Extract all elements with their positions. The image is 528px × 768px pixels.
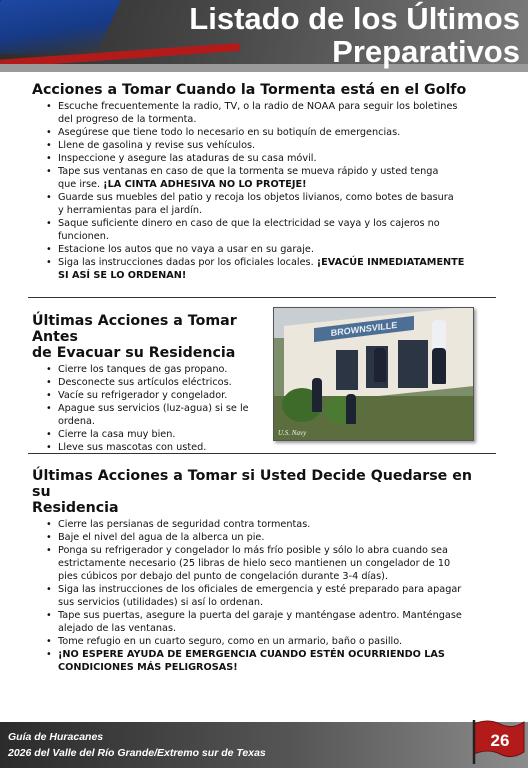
- section-before-evacuating: [32, 313, 272, 454]
- list-item: • Inspeccione y asegure las ataduras de su casa móvil.: [58, 152, 492, 165]
- section-staying-home: [32, 468, 492, 674]
- section3-heading: Últimas Acciones a Tomar si Usted Decide Quedarse en su Residencia: [32, 468, 472, 516]
- section2-heading: Últimas Acciones a Tomar Antes de Evacuar su Residencia: [32, 313, 237, 361]
- page-title: [189, 2, 520, 68]
- list-item: • Vacíe su refrigerador y congelador.: [58, 389, 272, 402]
- header-blue-swoosh: [0, 0, 124, 54]
- list-item: • Asegúrese que tiene todo lo necesario en su botiquín de emergencias.: [58, 126, 492, 139]
- list-item: • Estacione los autos que no vaya a usar en su garaje.: [58, 243, 492, 256]
- list-item: • Guarde sus muebles del patio y recoja los objetos livianos, como botes de basura y herramientas para el jardín.: [58, 191, 492, 217]
- footer-guide-subtitle: 2026 del Valle del Río Grande/Extremo sur de Texas: [8, 747, 266, 759]
- section-storm-in-gulf: [32, 82, 492, 282]
- list-item: • Cierre la casa muy bien.: [58, 428, 272, 441]
- list-item: • Apague sus servicios (luz-agua) si se le ordena.: [58, 402, 272, 428]
- list-item: • Tape sus ventanas en caso de que la tormenta se mueva rápido y usted tenga que irse. ¡LA CINTA ADHESIVA NO LO PROTEJE!: [58, 165, 492, 191]
- section2-list: [32, 363, 272, 454]
- list-item: • Tape sus puertas, asegure la puerta del garaje y manténgase adentro. Manténgase alejado de las ventanas.: [58, 609, 492, 635]
- page-header: [0, 0, 528, 72]
- list-item: • Escuche frecuentemente la radio, TV, o la radio de NOAA para seguir los boletines del progreso de la tormenta.: [58, 100, 492, 126]
- section1-list: [32, 100, 492, 282]
- list-item: • Baje el nivel del agua de la alberca un pie.: [58, 531, 492, 544]
- section-divider: [28, 453, 496, 454]
- warning-text: CONDICIONES MÁS PELIGROSAS!: [58, 662, 238, 673]
- warning-text: SI ASÍ SE LO ORDENAN!: [58, 270, 187, 281]
- list-item: [58, 648, 492, 674]
- warning-text: ¡NO ESPERE AYUDA DE EMERGENCIA CUANDO ESTÉN OCURRIENDO LAS: [58, 649, 445, 660]
- list-item: • Siga las instrucciones de los oficiales de emergencia y esté preparado para apagar sus servicios (utilidades) si así lo ordenan.: [58, 583, 492, 609]
- page-number: 26: [490, 731, 510, 750]
- list-item: • Tome refugio en un cuarto seguro, como en un armario, baño o pasillo.: [58, 635, 492, 648]
- list-item: • Cierre los tanques de gas propano.: [58, 363, 272, 376]
- list-item: • Llene de gasolina y revise sus vehículos.: [58, 139, 492, 152]
- photo-credit: U.S. Navy: [278, 429, 307, 437]
- warning-text: ¡EVACÚE INMEDIATAMENTE: [316, 257, 465, 268]
- page-number-flag: [470, 716, 526, 764]
- warning-text: ¡LA CINTA ADHESIVA NO LO PROTEJE!: [103, 179, 307, 190]
- list-item: • Siga las instrucciones dadas por los oficiales locales. ¡EVACÚE INMEDIATAMENTE SI ASÍ SE LO ORDENAN!: [58, 256, 492, 282]
- section1-heading: Acciones a Tomar Cuando la Tormenta está en el Golfo: [32, 82, 467, 98]
- list-item: • Lleve sus mascotas con usted.: [58, 441, 272, 454]
- boarding-windows-photo: [273, 307, 474, 441]
- section-divider: [28, 297, 496, 298]
- list-item: • Ponga su refrigerador y congelador lo más frío posible y sólo lo abra cuando sea estrictamente necesario (25 libras de hielo seco mantienen un congelador de 10 pies cúbicos por debajo del punto de congelación durante 3-4 días).: [58, 544, 492, 583]
- list-item: • Saque suficiente dinero en caso de que la electricidad se vaya y los cajeros no funcionen.: [58, 217, 492, 243]
- section3-list: [32, 518, 492, 674]
- photo-sign: BROWNSVILLE: [314, 316, 414, 342]
- page-title-line1: Listado de los Últimos: [189, 1, 520, 36]
- list-item: • Desconecte sus artículos eléctricos.: [58, 376, 272, 389]
- footer-guide-title: Guía de Huracanes: [8, 731, 104, 743]
- page-title-line2: Preparativos: [332, 34, 520, 69]
- list-item: • Cierre las persianas de seguridad contra tormentas.: [58, 518, 492, 531]
- page-footer: [0, 722, 528, 768]
